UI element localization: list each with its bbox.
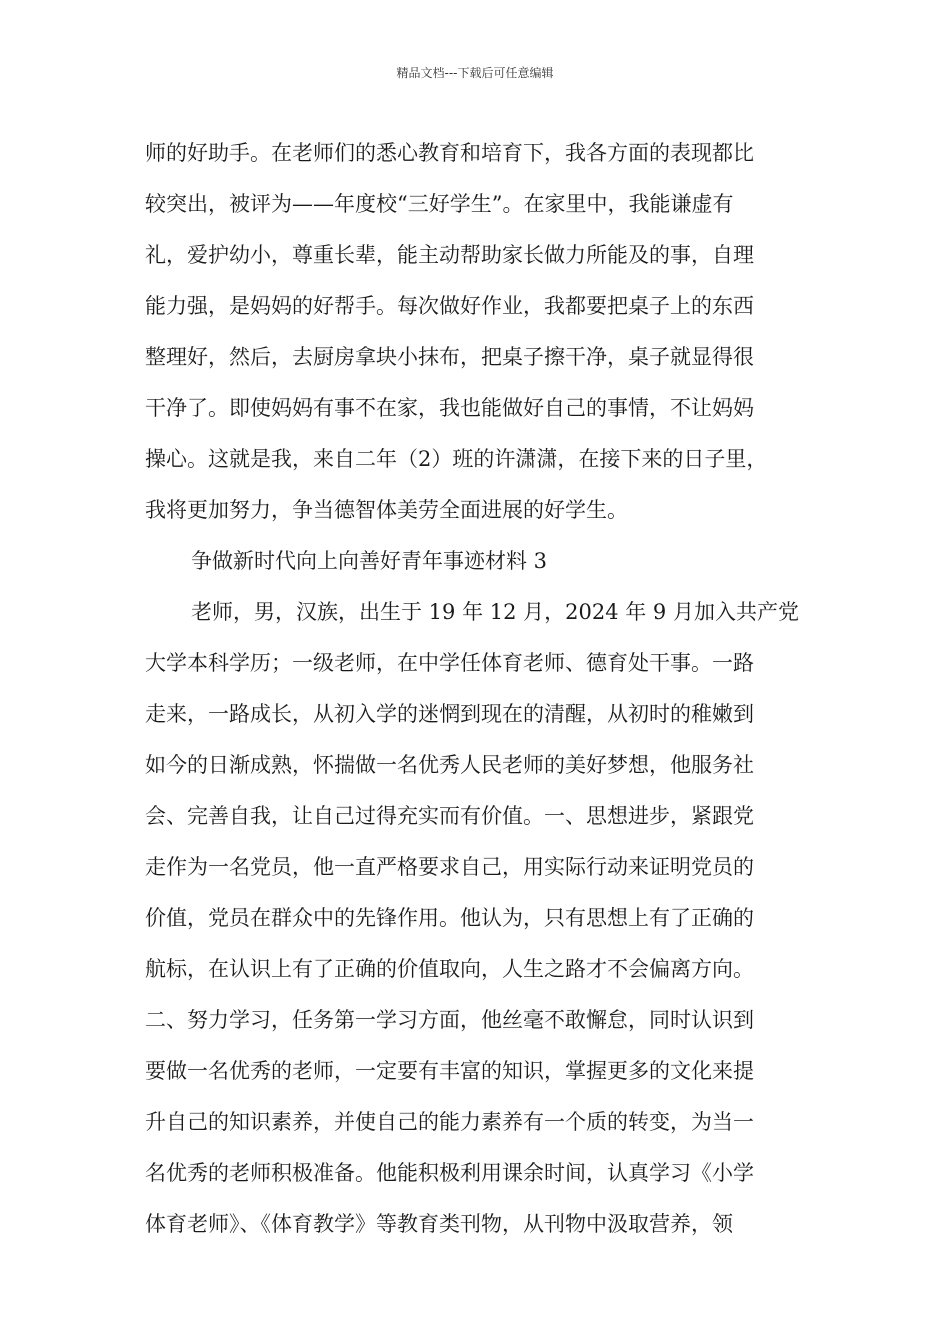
text-line: 较突出，被评为——年度校“三好学生”。在家里中，我能谦虚有 (145, 192, 734, 216)
text-line: 整理好，然后，去厨房拿块小抹布，把桌子擦干净，桌子就显得很 (145, 345, 754, 369)
text-line: 走来，一路成长，从初入学的迷惘到现在的清醒，从初时的稚嫩到 (145, 702, 754, 726)
text-line: 干净了。即使妈妈有事不在家，我也能做好自己的事情，不让妈妈 (145, 396, 754, 420)
text-line: 师的好助手。在老师们的悉心教育和培育下，我各方面的表现都比 (145, 141, 754, 165)
text-line: 航标，在认识上有了正确的价值取向，人生之路才不会偏离方向。 (145, 957, 754, 981)
text-line: 操心。这就是我，来自二年（2）班的许潇潇，在接下来的日子里， (145, 447, 768, 471)
text-line: 名优秀的老师积极准备。他能积极利用课余时间，认真学习《小学 (145, 1161, 754, 1185)
text-line: 如今的日渐成熟，怀揣做一名优秀人民老师的美好梦想，他服务社 (145, 753, 754, 777)
text-line: 升自己的知识素养，并使自己的能力素养有一个质的转变，为当一 (145, 1110, 754, 1134)
text-line: 礼，爱护幼小，尊重长辈，能主动帮助家长做力所能及的事，自理 (145, 243, 754, 267)
text-line: 要做一名优秀的老师，一定要有丰富的知识，掌握更多的文化来提 (145, 1059, 754, 1083)
text-line: 大学本科学历；一级老师，在中学任体育老师、德育处干事。一路 (145, 651, 754, 675)
page-header: 精品文档---下载后可任意编辑 (396, 66, 554, 80)
text-line: 能力强，是妈妈的好帮手。每次做好作业，我都要把桌子上的东西 (145, 294, 754, 318)
section-heading: 争做新时代向上向善好青年事迹材料 3 (191, 549, 548, 573)
text-line: 走作为一名党员，他一直严格要求自己，用实际行动来证明党员的 (145, 855, 754, 879)
text-line: 体育老师》、《体育教学》等教育类刊物，从刊物中汲取营养，领 (145, 1212, 733, 1236)
text-line: 老师，男，汉族，出生于 19 年 12 月，2024 年 9 月加入共产党 (191, 600, 799, 624)
text-line: 二、努力学习，任务第一学习方面，他丝毫不敢懈怠，同时认识到 (145, 1008, 754, 1032)
document-body (145, 128, 810, 1250)
text-line: 会、完善自我，让自己过得充实而有价值。一、思想进步，紧跟党 (145, 804, 754, 828)
text-line: 价值，党员在群众中的先锋作用。他认为，只有思想上有了正确的 (145, 906, 754, 930)
text-line: 我将更加努力，争当德智体美劳全面进展的好学生。 (145, 498, 628, 522)
